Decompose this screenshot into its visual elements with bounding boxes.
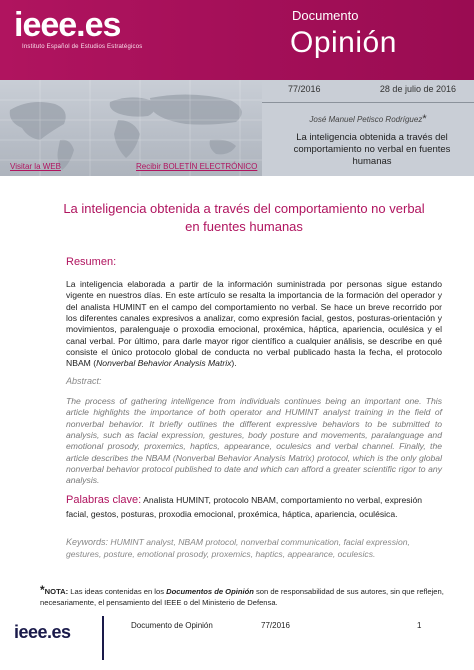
resumen-paragraph	[66, 279, 442, 370]
note-text-a: Las ideas contenidas en los	[68, 587, 167, 596]
header-links	[0, 160, 262, 176]
author-line	[262, 113, 474, 125]
footer-doc-number: 77/2016	[261, 621, 290, 630]
resumen-heading: Resumen:	[66, 256, 117, 268]
document-info-panel	[262, 80, 474, 176]
note-doc-name: Documentos de Opinión	[166, 587, 254, 596]
logo-subtitle: Instituto Español de Estudios Estratégicos	[22, 44, 143, 50]
document-number: 77/2016	[288, 84, 321, 94]
document-date: 28 de julio de 2016	[379, 84, 456, 94]
ieee-logo[interactable]: ieee.es	[14, 6, 121, 44]
keywords-en-text: HUMINT analyst, NBAM protocol, nonverbal communication, facial expression, gestures, posture, emotional prosody, proxemics, haptics, appearance, oculesics.	[66, 537, 410, 559]
resumen-italic: Nonverbal Behavior Analysis Matrix	[96, 358, 232, 369]
disclaimer-note	[40, 582, 454, 608]
footer-divider	[102, 616, 104, 660]
note-text-b: son de responsabilidad de sus autores, sin que reflejen, necesariamente, el pensamiento del IEEE o del Ministerio de Defensa.	[40, 587, 444, 608]
visit-web-link[interactable]: Visitar la WEB	[10, 162, 61, 171]
author-footnote-mark: *	[422, 113, 427, 125]
info-row	[262, 80, 474, 102]
keywords-en	[66, 536, 442, 560]
resumen-end: ).	[231, 358, 237, 369]
newsletter-link[interactable]: Recibir BOLETÍN ELECTRÓNICO	[136, 162, 258, 171]
footer-doc-type: Documento de Opinión	[131, 621, 213, 630]
note-star: *	[40, 583, 45, 597]
keywords-es	[66, 493, 442, 520]
abstract-paragraph: The process of gathering intelligence from individuals continues being an important one. This article highlights the importance of both operator and HUMINT analyst training in the field of nonverbal behavior. It briefly outlines the different expressive behaviors to be submitted to analysis, such as facial expression, gestures, body posture and movements, paralanguage and emotional prosody, proxemics, haptics, appearance, oculesics and verbal channel. Finally, the article describes the NBAM (Nonverbal Behavior Analysis Matrix) protocol, which is the only global nonverbal behavior protocol published to date and which can afford a greater scientific rigor to any analysis.	[66, 396, 442, 486]
abstract-heading: Abstract:	[66, 376, 102, 386]
keywords-en-heading: Keywords:	[66, 537, 109, 547]
main-title: La inteligencia obtenida a través del comportamiento no verbal en fuentes humanas	[63, 201, 425, 234]
resumen-text: La inteligencia elaborada a partir de la información suministrada por personas sigue estando vigente en nuestros días. En este artículo se resalta la importancia de la formación del operador y del analista HUMINT en el campo del comportamiento no verbal. Se hace un breve recorrido por los diferentes canales expresivos a analizar, como expresión facial, gestos, posturas-orientación y movimientos, paralenguaje o proxodia emocional, proxémica, háptica, apariencia, oculésica y el canal verbal. Por último, para darle mayor rigor científico a cualquier análisis, se describe en qué consiste el único protocolo global de conducta no verbal publicado hasta la fecha, el protocolo NBAM (	[66, 279, 442, 369]
keywords-es-heading: Palabras clave:	[66, 494, 142, 506]
footer-logo: ieee.es	[14, 622, 71, 642]
document-label: Documento	[292, 8, 359, 23]
note-label: NOTA:	[44, 587, 69, 596]
footer-page-number: 1	[417, 621, 422, 630]
author-name: José Manuel Petisco Rodríguez	[309, 115, 423, 124]
keywords-es-text: Analista HUMINT, protocolo NBAM, comportamiento no verbal, expresión facial, gestos, posturas, proxodia emocional, proxémica, háptica, apariencia, oculésica.	[66, 495, 423, 520]
document-type-title: Opinión	[290, 26, 397, 59]
info-document-title: La inteligencia obtenida a través del comportamiento no verbal en fuentes humanas	[293, 132, 451, 167]
info-divider	[262, 102, 474, 103]
header-band	[0, 0, 474, 80]
